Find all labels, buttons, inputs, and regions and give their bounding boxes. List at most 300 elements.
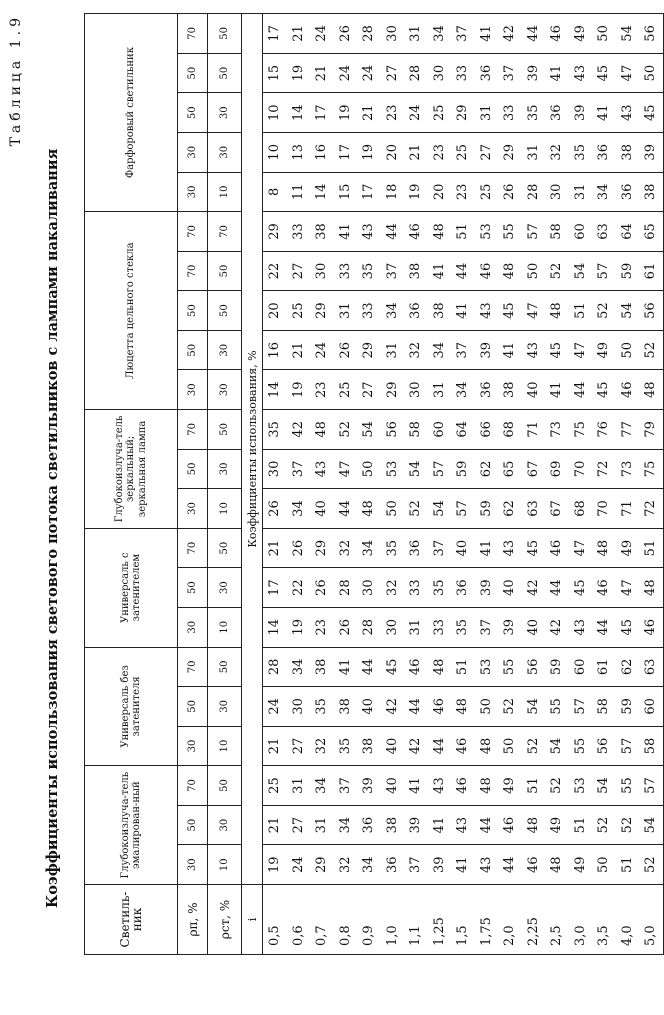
coefficient-cell: 43 <box>475 291 499 331</box>
coefficient-cell: 19 <box>287 607 311 647</box>
rho-p-cell: 30 <box>178 370 208 410</box>
coefficient-cell: 21 <box>263 726 287 766</box>
coefficient-cell: 15 <box>263 53 287 93</box>
coefficient-cell: 68 <box>569 489 593 529</box>
coefficient-cell: 28 <box>334 568 358 608</box>
coefficient-cell: 39 <box>404 805 428 845</box>
coefficient-cell: 36 <box>545 93 569 133</box>
coefficient-cell: 31 <box>334 291 358 331</box>
rho-st-cell: 30 <box>208 330 242 370</box>
coefficient-cell: 25 <box>287 291 311 331</box>
coefficient-cell: 35 <box>334 726 358 766</box>
coefficient-cell: 68 <box>498 410 522 450</box>
table-row <box>263 14 287 955</box>
table-row <box>639 14 663 955</box>
coefficient-cell: 58 <box>639 726 663 766</box>
coefficient-cell: 32 <box>381 568 405 608</box>
coefficient-cell: 39 <box>428 845 452 885</box>
coefficient-cell: 29 <box>498 133 522 173</box>
coefficient-cell: 46 <box>475 251 499 291</box>
table-row <box>404 14 428 955</box>
coefficient-cell: 41 <box>592 93 616 133</box>
coefficient-cell: 48 <box>428 647 452 687</box>
coefficient-cell: 46 <box>404 212 428 252</box>
coefficient-cell: 26 <box>334 14 358 54</box>
coefficient-cell: 41 <box>334 647 358 687</box>
rho-st-cell: 30 <box>208 805 242 845</box>
coefficient-cell: 49 <box>592 330 616 370</box>
coefficient-cell: 41 <box>451 845 475 885</box>
coefficient-cell: 26 <box>287 528 311 568</box>
coefficient-cell: 43 <box>451 805 475 845</box>
coefficient-cell: 29 <box>263 212 287 252</box>
coefficient-cell: 27 <box>287 726 311 766</box>
coefficient-cell: 48 <box>310 410 334 450</box>
coefficient-cell: 38 <box>404 251 428 291</box>
rho-p-cell: 50 <box>178 449 208 489</box>
table-row <box>616 14 640 955</box>
coefficient-cell: 27 <box>287 251 311 291</box>
coefficient-cell: 33 <box>498 93 522 133</box>
coefficient-cell: 29 <box>357 330 381 370</box>
coefficient-cell: 48 <box>475 726 499 766</box>
table-row <box>475 14 499 955</box>
coefficient-cell: 26 <box>498 172 522 212</box>
coefficient-cell: 32 <box>334 845 358 885</box>
coefficient-cell: 29 <box>310 845 334 885</box>
coefficient-cell: 48 <box>639 370 663 410</box>
coefficient-cell: 39 <box>475 568 499 608</box>
coefficient-cell: 42 <box>498 14 522 54</box>
coefficient-cell: 46 <box>451 766 475 806</box>
coefficient-cell: 76 <box>592 410 616 450</box>
coefficient-cell: 36 <box>592 133 616 173</box>
coefficient-cell: 47 <box>522 291 546 331</box>
coefficient-cell: 25 <box>263 766 287 806</box>
coefficient-cell: 28 <box>522 172 546 212</box>
room-index-cell: 0,8 <box>334 885 358 955</box>
coefficient-cell: 50 <box>522 251 546 291</box>
coefficient-cell: 20 <box>428 172 452 212</box>
coefficient-cell: 41 <box>545 53 569 93</box>
coefficient-cell: 60 <box>569 647 593 687</box>
coefficient-cell: 59 <box>616 687 640 727</box>
table-row <box>381 14 405 955</box>
coefficient-cell: 16 <box>310 133 334 173</box>
coefficient-cell: 38 <box>498 370 522 410</box>
coefficient-cell: 48 <box>451 687 475 727</box>
coefficient-cell: 57 <box>569 687 593 727</box>
coefficient-cell: 69 <box>545 449 569 489</box>
coefficient-cell: 14 <box>263 607 287 647</box>
rho-st-cell: 50 <box>208 251 242 291</box>
coefficient-cell: 59 <box>451 449 475 489</box>
coefficient-cell: 48 <box>475 766 499 806</box>
coefficient-cell: 24 <box>404 93 428 133</box>
coefficient-cell: 47 <box>569 330 593 370</box>
coefficient-cell: 34 <box>334 805 358 845</box>
coefficient-cell: 30 <box>287 687 311 727</box>
coefficient-cell: 52 <box>334 410 358 450</box>
coefficient-cell: 31 <box>428 370 452 410</box>
coefficient-cell: 77 <box>616 410 640 450</box>
coefficient-cell: 18 <box>381 172 405 212</box>
coefficient-cell: 44 <box>404 687 428 727</box>
coefficient-cell: 21 <box>310 53 334 93</box>
coefficient-cell: 36 <box>404 291 428 331</box>
coefficient-cell: 51 <box>569 291 593 331</box>
coefficient-cell: 49 <box>616 528 640 568</box>
coefficient-cell: 51 <box>639 528 663 568</box>
coefficient-cell: 37 <box>287 449 311 489</box>
coefficient-cell: 45 <box>522 528 546 568</box>
coefficient-cell: 35 <box>428 568 452 608</box>
table-row <box>334 14 358 955</box>
coefficient-cell: 57 <box>522 212 546 252</box>
coefficient-cell: 41 <box>451 291 475 331</box>
coefficient-cell: 62 <box>616 647 640 687</box>
coefficient-cell: 54 <box>404 449 428 489</box>
coefficient-cell: 34 <box>310 766 334 806</box>
coefficient-cell: 39 <box>475 330 499 370</box>
coefficient-cell: 52 <box>616 805 640 845</box>
rho-st-cell: 10 <box>208 172 242 212</box>
coefficient-cell: 54 <box>522 687 546 727</box>
coefficient-cell: 38 <box>639 172 663 212</box>
coefficient-cell: 46 <box>498 805 522 845</box>
coefficient-cell: 50 <box>639 53 663 93</box>
coefficient-cell: 44 <box>475 805 499 845</box>
coefficient-cell: 26 <box>263 489 287 529</box>
coefficient-cell: 44 <box>545 568 569 608</box>
coefficient-cell: 27 <box>287 805 311 845</box>
coefficient-cell: 41 <box>428 251 452 291</box>
coefficient-cell: 61 <box>592 647 616 687</box>
coefficient-cell: 34 <box>428 14 452 54</box>
coefficient-cell: 44 <box>357 647 381 687</box>
rho-p-cell: 30 <box>178 607 208 647</box>
coefficient-cell: 23 <box>310 370 334 410</box>
coefficient-cell: 43 <box>357 212 381 252</box>
coefficient-cell: 47 <box>569 528 593 568</box>
coefficient-cell: 33 <box>357 291 381 331</box>
coefficient-cell: 24 <box>310 330 334 370</box>
rho-p-cell: 50 <box>178 291 208 331</box>
room-index-cell: 5,0 <box>639 885 663 955</box>
coefficient-cell: 56 <box>381 410 405 450</box>
coefficient-cell: 38 <box>310 647 334 687</box>
coefficient-cell: 34 <box>357 528 381 568</box>
coefficient-cell: 55 <box>498 212 522 252</box>
coefficient-cell: 51 <box>522 766 546 806</box>
rho-st-cell: 10 <box>208 489 242 529</box>
coefficient-cell: 53 <box>475 212 499 252</box>
coefficient-cell: 37 <box>428 528 452 568</box>
coefficient-cell: 54 <box>592 766 616 806</box>
coefficient-cell: 50 <box>592 14 616 54</box>
table-row <box>569 14 593 955</box>
coefficient-cell: 52 <box>404 489 428 529</box>
coefficient-cell: 37 <box>381 251 405 291</box>
coefficient-cell: 54 <box>428 489 452 529</box>
coefficient-cell: 34 <box>592 172 616 212</box>
coefficient-cell: 53 <box>475 647 499 687</box>
coefficient-cell: 41 <box>475 14 499 54</box>
coefficient-cell: 23 <box>310 607 334 647</box>
coefficient-cell: 44 <box>451 251 475 291</box>
coefficient-cell: 37 <box>404 845 428 885</box>
coefficient-cell: 45 <box>592 53 616 93</box>
coefficient-cell: 45 <box>592 370 616 410</box>
rho-st-cell: 10 <box>208 726 242 766</box>
coefficient-cell: 24 <box>310 14 334 54</box>
coefficient-cell: 35 <box>357 251 381 291</box>
coefficient-cell: 57 <box>428 449 452 489</box>
coefficient-cell: 58 <box>592 687 616 727</box>
coefficient-cell: 35 <box>569 133 593 173</box>
coefficient-cell: 55 <box>545 687 569 727</box>
coefficient-cell: 19 <box>287 370 311 410</box>
coefficient-cell: 27 <box>475 133 499 173</box>
coefficient-cell: 37 <box>334 766 358 806</box>
coefficient-cell: 40 <box>498 568 522 608</box>
coefficient-cell: 36 <box>357 805 381 845</box>
coefficient-cell: 23 <box>428 133 452 173</box>
coefficient-cell: 52 <box>522 726 546 766</box>
table-row <box>498 14 522 955</box>
coefficient-cell: 31 <box>522 133 546 173</box>
coefficient-cell: 56 <box>639 291 663 331</box>
coefficient-cell: 39 <box>498 607 522 647</box>
rho-p-cell: 70 <box>178 410 208 450</box>
group-header-lucetta: Люцетта цельного стекла <box>85 212 178 410</box>
coefficient-cell: 51 <box>616 845 640 885</box>
coefficient-cell: 59 <box>475 489 499 529</box>
coefficient-cell: 42 <box>287 410 311 450</box>
rho-p-cell: 70 <box>178 528 208 568</box>
coefficient-cell: 30 <box>404 370 428 410</box>
coefficient-cell: 42 <box>522 568 546 608</box>
coefficient-cell: 44 <box>592 607 616 647</box>
rho-st-cell: 50 <box>208 14 242 54</box>
room-index-cell: 1,1 <box>404 885 428 955</box>
coefficient-cell: 58 <box>545 212 569 252</box>
rho-st-cell: 30 <box>208 449 242 489</box>
coefficient-cell: 10 <box>263 133 287 173</box>
rho-p-cell: 50 <box>178 805 208 845</box>
coefficient-cell: 53 <box>569 766 593 806</box>
coefficient-cell: 34 <box>287 489 311 529</box>
coefficient-cell: 19 <box>404 172 428 212</box>
coefficient-cell: 21 <box>287 14 311 54</box>
coefficient-cell: 19 <box>287 53 311 93</box>
room-index-cell: 4,0 <box>616 885 640 955</box>
coefficient-cell: 45 <box>545 330 569 370</box>
coefficient-cell: 43 <box>616 93 640 133</box>
coefficient-cell: 52 <box>592 805 616 845</box>
coefficient-cell: 39 <box>522 53 546 93</box>
coefficient-cell: 35 <box>522 93 546 133</box>
coefficient-cell: 29 <box>381 370 405 410</box>
coefficient-cell: 21 <box>263 805 287 845</box>
rho-p-cell: 30 <box>178 845 208 885</box>
coefficient-cell: 55 <box>616 766 640 806</box>
coefficient-cell: 43 <box>522 330 546 370</box>
rho-p-cell: 50 <box>178 687 208 727</box>
coefficient-cell: 50 <box>357 449 381 489</box>
coefficient-cell: 46 <box>592 568 616 608</box>
room-index-cell: 3,5 <box>592 885 616 955</box>
coefficient-cell: 29 <box>451 93 475 133</box>
table-row <box>522 14 546 955</box>
coefficient-cell: 57 <box>451 489 475 529</box>
coefficient-cell: 54 <box>545 726 569 766</box>
coefficient-cell: 46 <box>404 647 428 687</box>
coefficient-cell: 13 <box>287 133 311 173</box>
coefficient-cell: 72 <box>639 489 663 529</box>
coefficient-cell: 57 <box>616 726 640 766</box>
coefficient-cell: 31 <box>475 93 499 133</box>
coefficient-cell: 61 <box>639 251 663 291</box>
coefficient-cell: 41 <box>475 528 499 568</box>
coefficient-cell: 33 <box>428 607 452 647</box>
coefficient-cell: 23 <box>381 93 405 133</box>
rho-st-cell: 30 <box>208 568 242 608</box>
coefficient-cell: 79 <box>639 410 663 450</box>
coefficient-cell: 33 <box>404 568 428 608</box>
coefficient-cell: 37 <box>498 53 522 93</box>
room-index-cell: 2,0 <box>498 885 522 955</box>
rho-st-cell: 10 <box>208 607 242 647</box>
coefficient-cell: 43 <box>569 53 593 93</box>
coefficient-cell: 14 <box>287 93 311 133</box>
coefficient-cell: 53 <box>381 449 405 489</box>
coefficient-cell: 43 <box>569 607 593 647</box>
coefficient-cell: 39 <box>569 93 593 133</box>
coefficient-cell: 46 <box>545 528 569 568</box>
coefficient-cell: 32 <box>404 330 428 370</box>
coefficient-cell: 24 <box>334 53 358 93</box>
table-row <box>592 14 616 955</box>
coefficient-cell: 46 <box>428 687 452 727</box>
coefficient-cell: 40 <box>381 726 405 766</box>
coefficient-cell: 55 <box>498 647 522 687</box>
fixture-header: Светиль-ник <box>85 885 178 955</box>
coefficient-cell: 36 <box>381 845 405 885</box>
coefficient-cell: 60 <box>569 212 593 252</box>
room-index-cell: 0,5 <box>263 885 287 955</box>
coefficient-cell: 46 <box>545 14 569 54</box>
coefficient-cell: 63 <box>639 647 663 687</box>
rho-p-cell: 70 <box>178 14 208 54</box>
coefficient-cell: 17 <box>263 568 287 608</box>
rho-p-cell: 50 <box>178 93 208 133</box>
coefficient-cell: 62 <box>498 489 522 529</box>
coefficient-cell: 51 <box>451 212 475 252</box>
coefficient-cell: 46 <box>451 726 475 766</box>
rho-st-cell: 50 <box>208 291 242 331</box>
coefficient-cell: 40 <box>310 489 334 529</box>
coefficient-cell: 28 <box>404 53 428 93</box>
coefficient-cell: 42 <box>545 607 569 647</box>
coefficient-cell: 73 <box>545 410 569 450</box>
coefficient-cell: 52 <box>639 845 663 885</box>
coefficient-cell: 38 <box>381 805 405 845</box>
coefficient-cell: 67 <box>545 489 569 529</box>
coefficient-cell: 19 <box>334 93 358 133</box>
coefficient-cell: 42 <box>404 726 428 766</box>
coefficient-cell: 47 <box>616 53 640 93</box>
coefficient-cell: 23 <box>451 172 475 212</box>
coefficient-cell: 52 <box>545 766 569 806</box>
coefficient-cell: 51 <box>569 805 593 845</box>
coefficient-cell: 43 <box>428 766 452 806</box>
coefficient-cell: 28 <box>263 647 287 687</box>
room-index-cell: 1,5 <box>451 885 475 955</box>
room-index-cell: 0,6 <box>287 885 311 955</box>
rho-p-cell: 30 <box>178 726 208 766</box>
coefficient-cell: 48 <box>545 845 569 885</box>
room-index-cell: 1,25 <box>428 885 452 955</box>
coefficient-cell: 38 <box>334 687 358 727</box>
rho-st-cell: 50 <box>208 647 242 687</box>
coefficient-cell: 49 <box>498 766 522 806</box>
index-label: i <box>242 885 263 955</box>
coefficient-cell: 34 <box>287 647 311 687</box>
coefficient-cell: 42 <box>381 687 405 727</box>
coefficient-cell: 72 <box>592 449 616 489</box>
coefficient-cell: 43 <box>310 449 334 489</box>
coefficient-cell: 30 <box>381 607 405 647</box>
coefficient-cell: 57 <box>639 766 663 806</box>
coefficient-cell: 36 <box>404 528 428 568</box>
coefficient-cell: 44 <box>569 370 593 410</box>
coefficient-cell: 30 <box>381 14 405 54</box>
rho-p-cell: 70 <box>178 212 208 252</box>
coefficient-cell: 33 <box>334 251 358 291</box>
coefficient-cell: 30 <box>263 449 287 489</box>
table-caption: Коэффициенты использования светового потока светильников с лампами накаливания <box>44 148 61 908</box>
coefficient-cell: 52 <box>592 291 616 331</box>
rho-st-cell: 30 <box>208 370 242 410</box>
coefficient-cell: 39 <box>357 766 381 806</box>
rho-st-cell: 50 <box>208 528 242 568</box>
coefficient-cell: 56 <box>592 726 616 766</box>
coefficient-cell: 31 <box>381 330 405 370</box>
coefficient-cell: 56 <box>639 14 663 54</box>
coefficients-table <box>84 13 664 955</box>
room-index-cell: 2,25 <box>522 885 546 955</box>
coefficient-cell: 75 <box>569 410 593 450</box>
coefficient-cell: 41 <box>428 805 452 845</box>
coefficient-cell: 26 <box>310 568 334 608</box>
coefficient-cell: 31 <box>310 805 334 845</box>
coefficient-cell: 49 <box>545 805 569 845</box>
coefficient-cell: 32 <box>310 726 334 766</box>
coefficient-cell: 38 <box>616 133 640 173</box>
rho-st-cell: 70 <box>208 212 242 252</box>
coefficient-cell: 36 <box>475 370 499 410</box>
coefficient-cell: 35 <box>263 410 287 450</box>
coefficient-cell: 54 <box>616 291 640 331</box>
group-header-porcelain: Фарфоровый светильник <box>85 14 178 212</box>
coefficient-cell: 64 <box>451 410 475 450</box>
coefficient-cell: 65 <box>639 212 663 252</box>
table-row <box>451 14 475 955</box>
rho-p-cell: 30 <box>178 133 208 173</box>
coefficient-cell: 26 <box>334 607 358 647</box>
coefficient-cell: 38 <box>357 726 381 766</box>
